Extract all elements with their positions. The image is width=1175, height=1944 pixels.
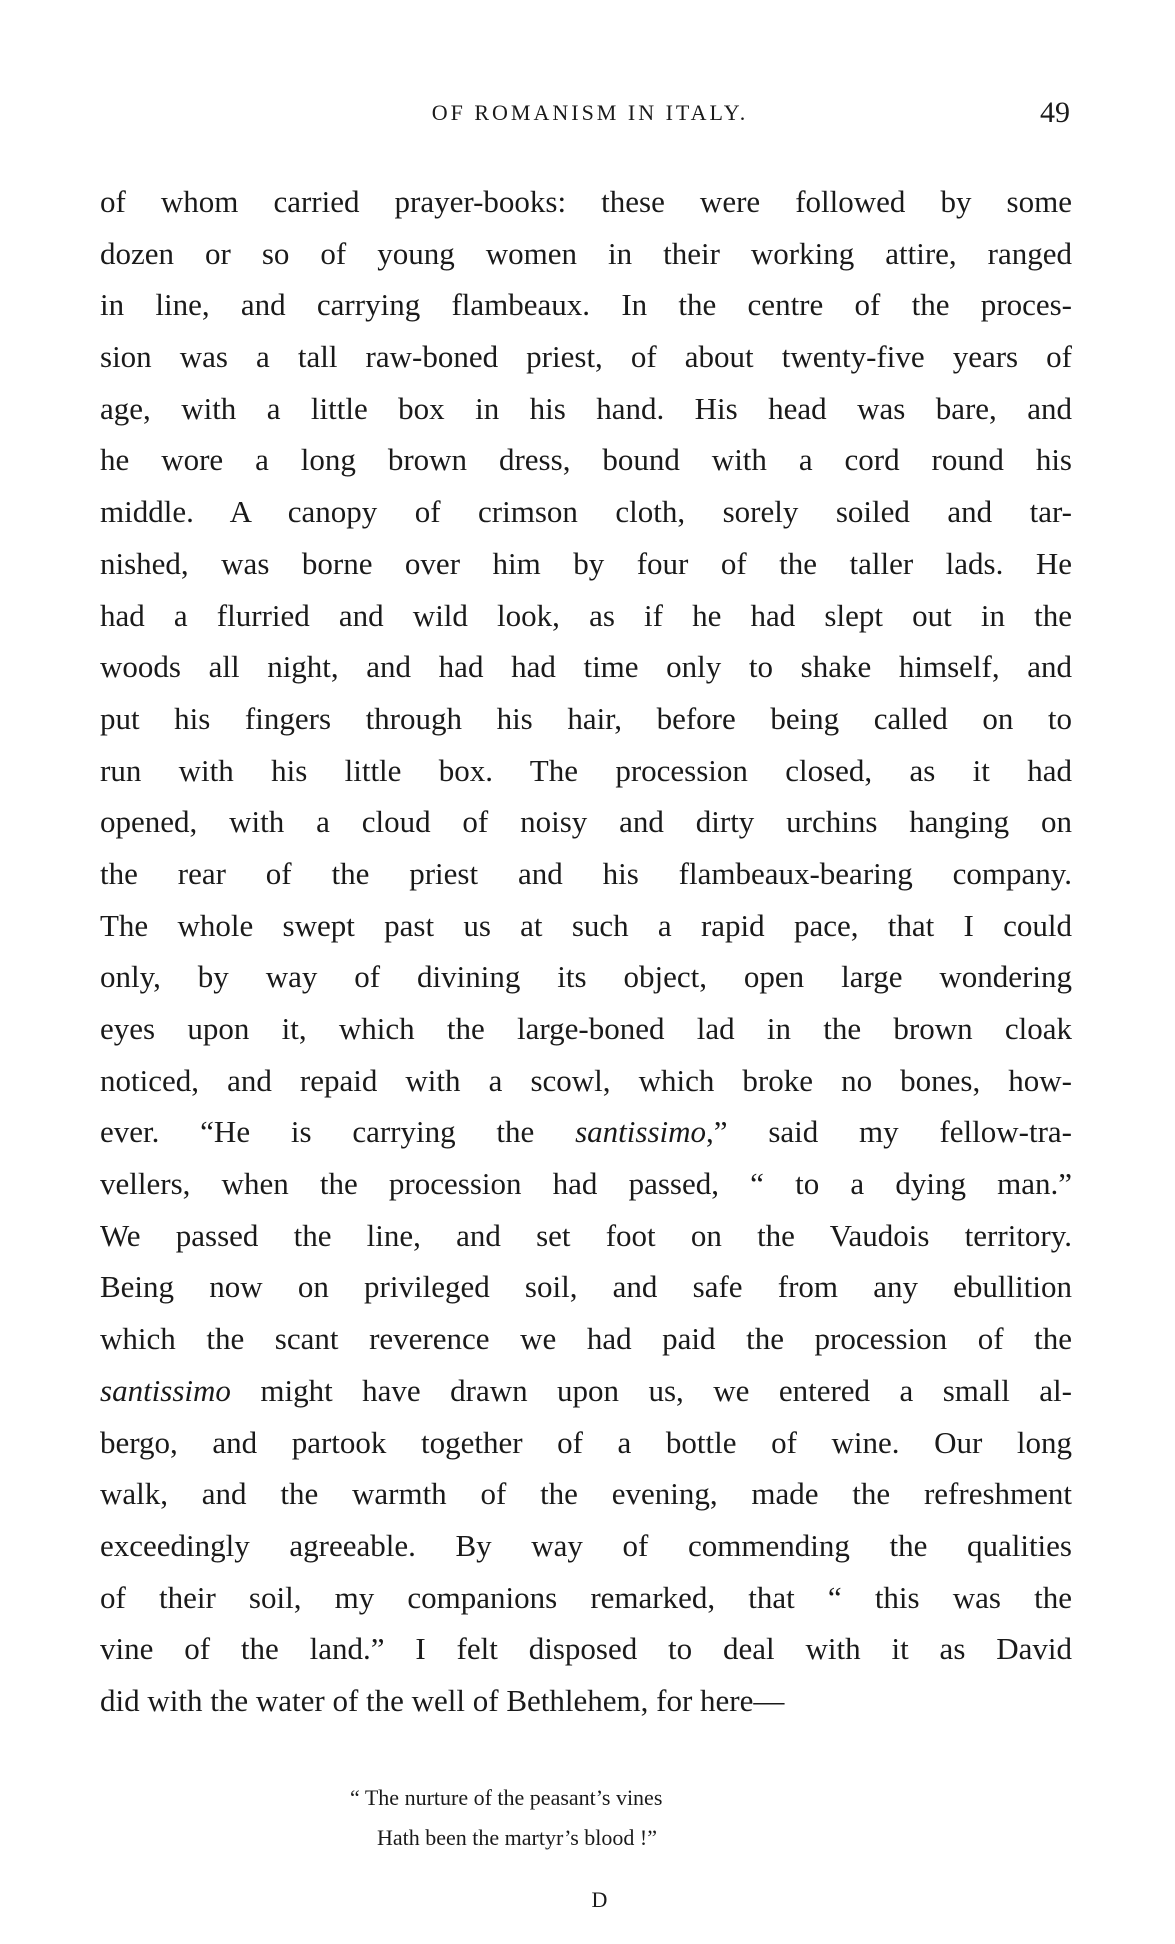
text-line: opened, with a cloud of noisy and dirty urchins hanging on bbox=[100, 804, 1072, 840]
text-line: which the scant reverence we had paid the procession of the bbox=[100, 1321, 1072, 1357]
text-line: dozen or so of young women in their working attire, ranged bbox=[100, 235, 1072, 271]
text-line: vine of the land.” I felt disposed to deal with it as David bbox=[100, 1631, 1072, 1667]
text-line: Being now on privileged soil, and safe from any ebullition bbox=[100, 1269, 1072, 1305]
text-line: We passed the line, and set foot on the Vaudois territory. bbox=[100, 1217, 1072, 1253]
text-line: in line, and carrying flambeaux. In the centre of the proces- bbox=[100, 287, 1072, 323]
text-line: vellers, when the procession had passed, “ to a dying man.” bbox=[100, 1166, 1072, 1202]
text-line: santissimo might have drawn upon us, we entered a small al- bbox=[100, 1372, 1072, 1408]
signature-mark: D bbox=[591, 1887, 608, 1912]
text-line: of whom carried prayer-books: these were followed by some bbox=[100, 184, 1072, 219]
text-line: of their soil, my companions remarked, that “ this was the bbox=[100, 1579, 1072, 1615]
text-line: eyes upon it, which the large-boned lad in the brown cloak bbox=[100, 1011, 1072, 1046]
verse-line: Hath been the martyr’s blood !” bbox=[377, 1825, 658, 1850]
page-header bbox=[100, 96, 1080, 136]
text-line: age, with a little box in his hand. His head was bare, and bbox=[100, 390, 1072, 426]
text-line: put his fingers through his hair, before being called on to bbox=[100, 700, 1072, 736]
text-line: bergo, and partook together of a bottle of wine. Our long bbox=[100, 1424, 1072, 1460]
body-text bbox=[100, 176, 1072, 1727]
running-title: OF ROMANISM IN ITALY. bbox=[431, 100, 749, 125]
text-line: run with his little box. The procession closed, as it had bbox=[100, 752, 1072, 788]
text-line: woods all night, and had had time only to shake himself, and bbox=[100, 649, 1072, 685]
verse-quote bbox=[0, 1778, 1175, 1858]
text-line: nished, was borne over him by four of the taller lads. He bbox=[100, 545, 1072, 581]
text-line: walk, and the warmth of the evening, made the refreshment bbox=[100, 1476, 1072, 1512]
text-line: The whole swept past us at such a rapid pace, that I could bbox=[100, 907, 1072, 943]
verse-line: “ The nurture of the peasant’s vines bbox=[350, 1785, 663, 1810]
text-line: ever. “He is carrying the santissimo,” said my fellow-tra- bbox=[100, 1114, 1072, 1150]
text-line: had a flurried and wild look, as if he had slept out in the bbox=[100, 597, 1072, 633]
text-line: the rear of the priest and his flambeaux-bearing company. bbox=[100, 855, 1072, 891]
text-line: only, by way of divining its object, open large wondering bbox=[100, 959, 1072, 995]
page-number: 49 bbox=[1040, 96, 1070, 129]
text-line: middle. A canopy of crimson cloth, sorely soiled and tar- bbox=[100, 494, 1072, 530]
text-line: he wore a long brown dress, bound with a cord round his bbox=[100, 442, 1072, 478]
text-line: did with the water of the well of Bethlehem, for here— bbox=[100, 1682, 785, 1718]
text-line: exceedingly agreeable. By way of commending the qualities bbox=[100, 1527, 1072, 1563]
text-line: sion was a tall raw-boned priest, of about twenty-five years of bbox=[100, 339, 1072, 375]
text-line: noticed, and repaid with a scowl, which broke no bones, how- bbox=[100, 1062, 1072, 1098]
